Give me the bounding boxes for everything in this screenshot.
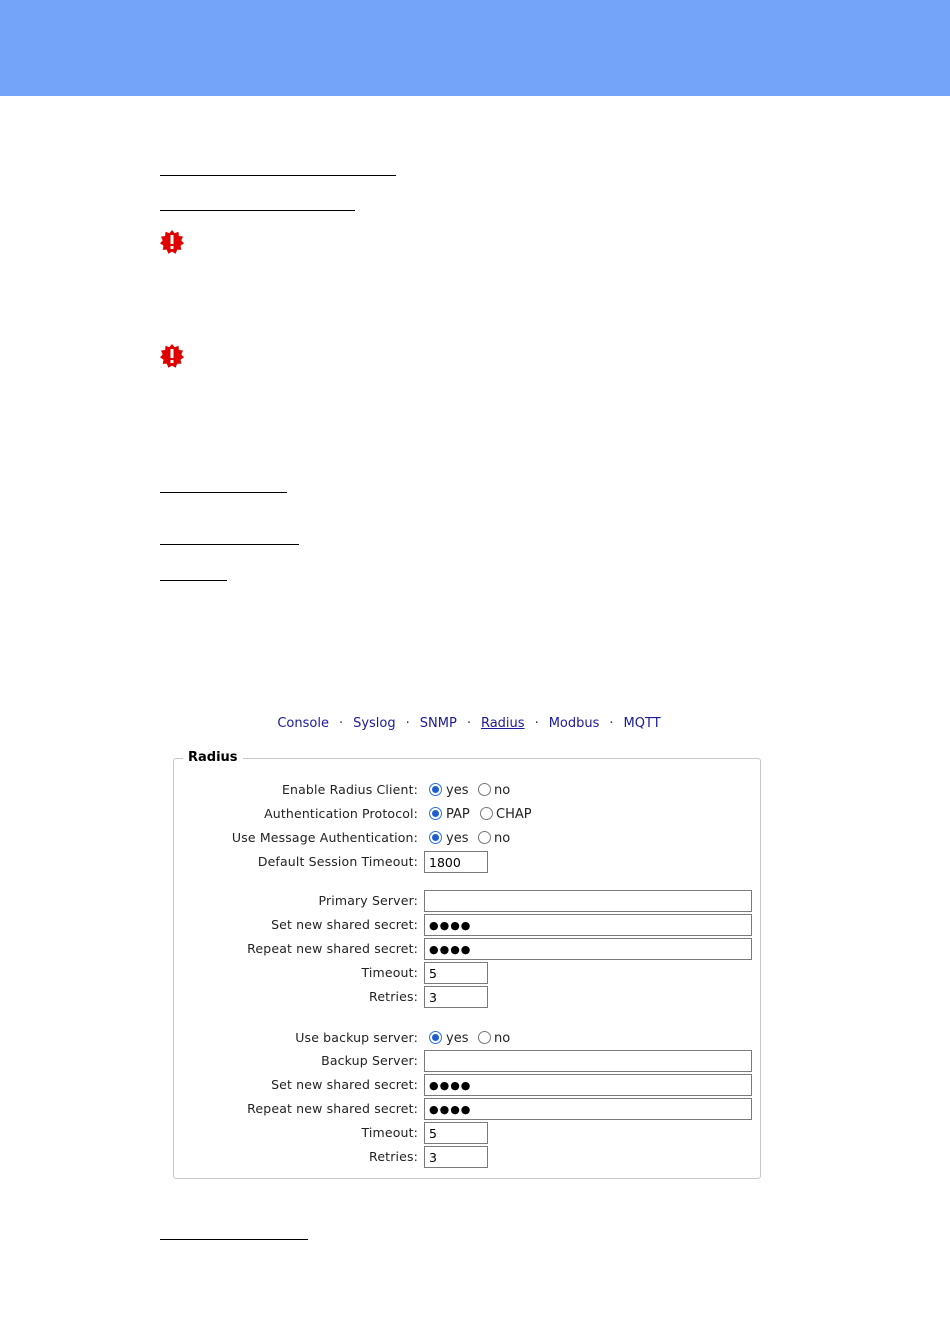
primary-server-label: Primary Server: — [318, 893, 418, 908]
primary-server-row — [174, 890, 760, 912]
use-backup-no-label[interactable]: no — [494, 1031, 511, 1046]
backup-repeat-label: Repeat new shared secret: — [247, 1101, 418, 1116]
primary-retries-row — [174, 986, 760, 1008]
backup-secret-label: Set new shared secret: — [271, 1077, 418, 1092]
nav-mqtt[interactable]: MQTT — [623, 716, 661, 731]
nav-separator: · — [534, 716, 539, 731]
primary-secret-input[interactable]: ●●●● — [424, 914, 752, 936]
nav-separator: · — [466, 716, 471, 731]
heading-rule-1 — [160, 175, 396, 176]
primary-repeat-row — [174, 938, 760, 960]
message-auth-no-label[interactable]: no — [494, 831, 511, 846]
use-backup-no-radio[interactable] — [478, 1031, 491, 1044]
auth-protocol-label: Authentication Protocol: — [264, 806, 418, 821]
message-auth-yes-label[interactable]: yes — [446, 831, 469, 846]
enable-client-yes-label[interactable]: yes — [446, 783, 469, 798]
warning-icon — [160, 344, 184, 368]
nav-syslog[interactable]: Syslog — [353, 716, 396, 731]
nav-separator: · — [609, 716, 614, 731]
use-backup-yes-radio[interactable] — [429, 1031, 442, 1044]
backup-secret-input[interactable]: ●●●● — [424, 1074, 752, 1096]
settings-nav — [0, 716, 938, 731]
use-backup-yes-label[interactable]: yes — [446, 1031, 469, 1046]
backup-repeat-row — [174, 1098, 760, 1120]
primary-repeat-input[interactable]: ●●●● — [424, 938, 752, 960]
auth-pap-radio[interactable] — [429, 807, 442, 820]
message-auth-label: Use Message Authentication: — [231, 830, 418, 845]
session-timeout-input[interactable]: 1800 — [424, 851, 488, 873]
heading-rule-6 — [160, 1239, 308, 1240]
backup-secret-row — [174, 1074, 760, 1096]
primary-secret-row — [174, 914, 760, 936]
use-backup-row — [174, 1027, 760, 1049]
backup-retries-input[interactable]: 3 — [424, 1146, 488, 1168]
primary-retries-label: Retries: — [369, 989, 418, 1004]
message-auth-row — [174, 827, 760, 849]
enable-client-no-label[interactable]: no — [494, 783, 511, 798]
primary-secret-label: Set new shared secret: — [271, 917, 418, 932]
auth-pap-label[interactable]: PAP — [446, 807, 470, 822]
nav-separator: · — [338, 716, 344, 731]
heading-rule-4 — [160, 544, 299, 545]
session-timeout-label: Default Session Timeout: — [257, 854, 418, 869]
primary-retries-input[interactable]: 3 — [424, 986, 488, 1008]
backup-retries-row — [174, 1146, 760, 1168]
enable-client-label: Enable Radius Client: — [282, 782, 418, 797]
radius-legend: Radius — [183, 750, 243, 765]
primary-server-input[interactable] — [424, 890, 752, 912]
nav-snmp[interactable]: SNMP — [419, 716, 457, 731]
enable-client-no-radio[interactable] — [478, 783, 491, 796]
auth-chap-label[interactable]: CHAP — [496, 807, 532, 822]
backup-timeout-row — [174, 1122, 760, 1144]
enable-client-row — [174, 779, 760, 801]
primary-timeout-row — [174, 962, 760, 984]
heading-rule-2 — [160, 210, 355, 211]
heading-rule-5 — [160, 580, 227, 581]
heading-rule-3 — [160, 492, 287, 493]
use-backup-label: Use backup server: — [295, 1030, 418, 1045]
top-banner — [0, 0, 950, 96]
backup-timeout-input[interactable]: 5 — [424, 1122, 488, 1144]
backup-timeout-label: Timeout: — [361, 1125, 418, 1140]
primary-timeout-label: Timeout: — [361, 965, 418, 980]
backup-server-input[interactable] — [424, 1050, 752, 1072]
session-timeout-row — [174, 851, 760, 873]
auth-protocol-row — [174, 803, 760, 825]
nav-separator: · — [405, 716, 410, 731]
message-auth-yes-radio[interactable] — [429, 831, 442, 844]
warning-icon — [160, 230, 184, 254]
backup-retries-label: Retries: — [369, 1149, 418, 1164]
auth-chap-radio[interactable] — [480, 807, 493, 820]
nav-modbus[interactable]: Modbus — [548, 716, 600, 731]
backup-server-label: Backup Server: — [321, 1053, 418, 1068]
nav-console[interactable]: Console — [277, 716, 329, 731]
backup-server-row — [174, 1050, 760, 1072]
nav-radius[interactable]: Radius — [480, 716, 525, 731]
message-auth-no-radio[interactable] — [478, 831, 491, 844]
enable-client-yes-radio[interactable] — [429, 783, 442, 796]
primary-timeout-input[interactable]: 5 — [424, 962, 488, 984]
primary-repeat-label: Repeat new shared secret: — [247, 941, 418, 956]
backup-repeat-input[interactable]: ●●●● — [424, 1098, 752, 1120]
